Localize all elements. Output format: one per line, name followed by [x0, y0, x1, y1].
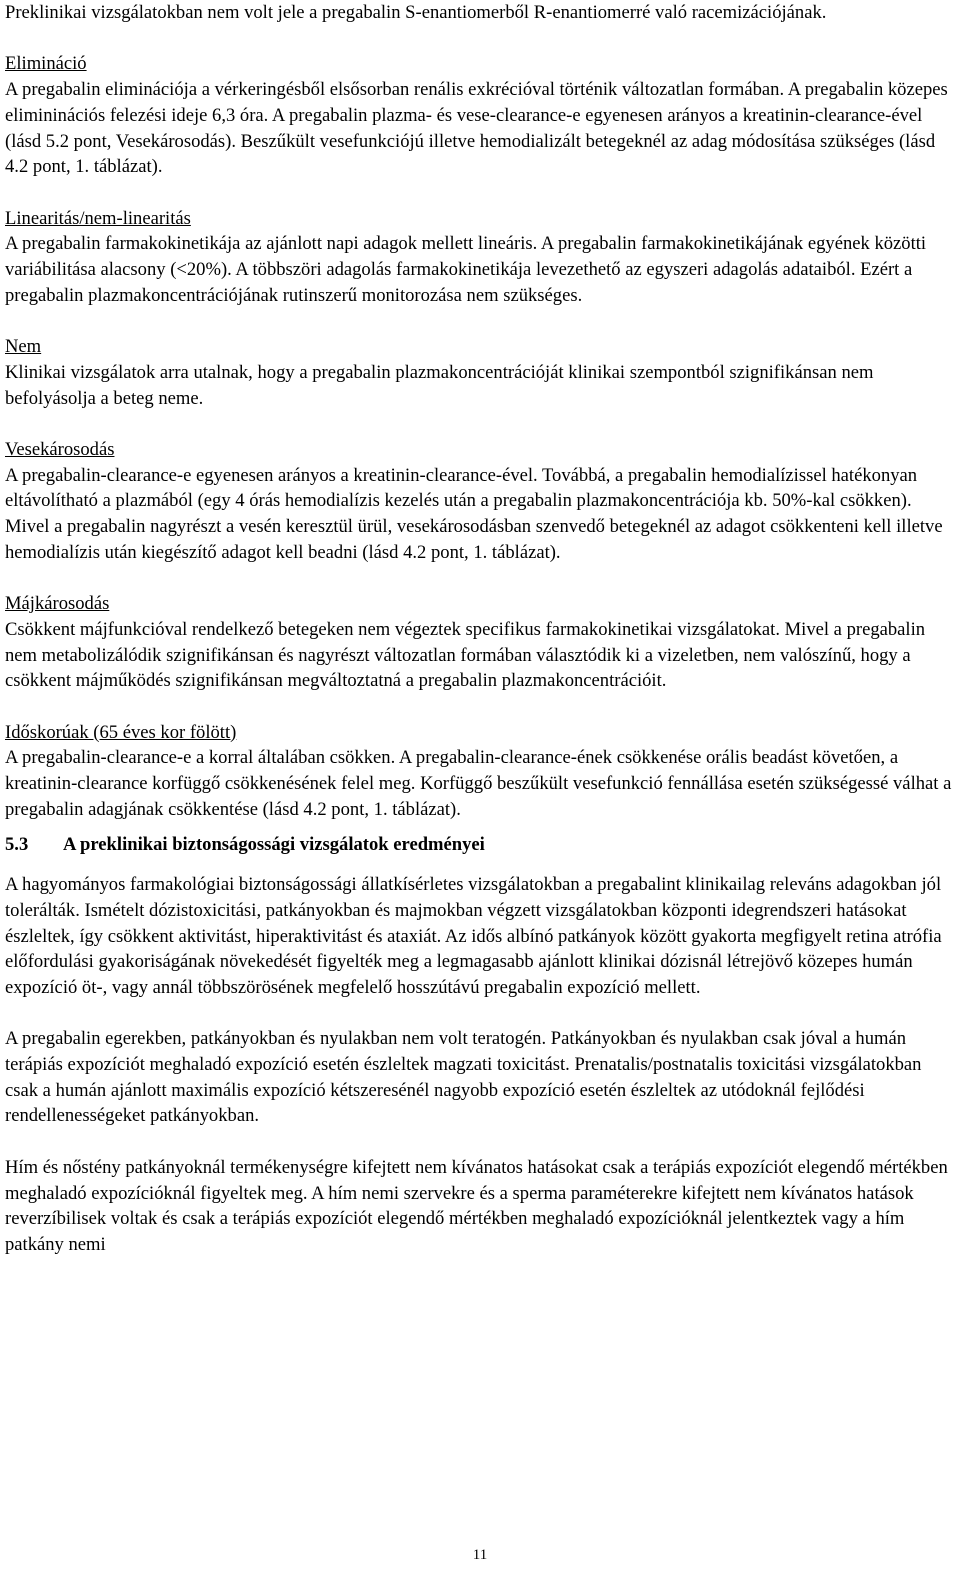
section-5-3-heading: [5, 832, 955, 858]
intro-paragraph: Preklinikai vizsgálatokban nem volt jele a pregabalin S-enantiomerből R-enantiomerré való racemizációjának.: [5, 2, 827, 23]
renal-impairment-paragraph: A pregabalin-clearance-e egyenesen arányos a kreatinin-clearance-ével. Továbbá, a pregabalin hemodialízissel hatékonyan eltávolítható a plazmából (egy 4 órás hemodialízis kezelés után a pregabalin plazmakoncentrációja kb. 50%-kal csökken). Mivel a pregabalin nagyrészt a vesén keresztül ürül, vesekárosodásban szenvedő betegeknél az adagot csökkenteni kell illetve hemodialízis után kiegészítő adagot kell beadni (lásd 4.2 pont, 1. táblázat).: [5, 464, 943, 563]
linearity-heading: Linearitás/nem-linearitás: [5, 207, 191, 229]
elderly-heading: Időskorúak (65 éves kor fölött): [5, 721, 237, 743]
preclinical-paragraph-3: Hím és nőstény patkányoknál termékenységre kifejtett nem kívánatos hatásokat csak a terápiás expozíciót elegendő mértékben meghaladó expozícióknál figyeltek meg. A hím nemi szervekre és a sperma paraméterekre kifejtett nem kívánatos hatások reverzíbilisek voltak és csak a terápiás expozíciót elegendő mértékben meghaladó expozícióknál jelentkeztek vagy a hím patkány nemi: [5, 1156, 948, 1255]
linearity-paragraph: A pregabalin farmakokinetikája az ajánlott napi adagok mellett lineáris. A pregabalin farmakokinetikájának egyének közötti variábilitása alacsony (<20%). A többszöri adagolás farmakokinetikája levezethető az egyszeri adagolás adataiból. Ezért a pregabalin plazmakoncentrációjának rutinszerű monitorozása nem szükséges.: [5, 233, 927, 306]
hepatic-impairment-paragraph: Csökkent májfunkcióval rendelkező betegeken nem végeztek specifikus farmakokinetikai vizsgálatokat. Mivel a pregabalin nem metabolizálódik szignifikánsan és nagyrészt változatlan formában választódik ki a vizeletben, nem valószínű, hogy a csökkent májműködés szignifikánsan megváltoztatná a pregabalin plazmakoncentrációit.: [5, 618, 926, 692]
preclinical-paragraph-2: A pregabalin egerekben, patkányokban és nyulakban nem volt teratogén. Patkányokban és nyulakban csak jóval a humán terápiás expozíciót meghaladó expozíció esetén észleltek magzati toxicitást. Prenatalis/postnatalis toxicitási vizsgálatokban csak a humán ajánlott maximális expozíció kétszeresénél nagyobb expozíció esetén észleltek az utódoknál fejlődési rendellenességeket patkányokban.: [5, 1028, 922, 1127]
renal-impairment-heading: Vesekárosodás: [5, 438, 115, 460]
elimination-heading: Elimináció: [5, 53, 87, 75]
section-title: A preklinikai biztonságossági vizsgálatok eredményei: [63, 834, 485, 856]
elderly-paragraph: A pregabalin-clearance-e a korral általában csökken. A pregabalin-clearance-ének csökkenése orális beadást követően, a kreatinin-clearance korfüggő csökkenésének felel meg. Korfüggő beszűkült vesefunkció fennállása esetén szükségessé válhat a pregabalin adagjának csökkentése (lásd 4.2 pont, 1. táblázat).: [5, 747, 952, 820]
page-number: 11: [472, 1547, 488, 1563]
document-page: [5, 0, 955, 1258]
hepatic-impairment-heading: Májkárosodás: [5, 593, 110, 615]
preclinical-paragraph-1: A hagyományos farmakológiai biztonságossági állatkísérletes vizsgálatokban a pregabalint klinikailag releváns adagokban jól tolerálták. Ismételt dózistoxicitási, patkányokban és majmokban végzett vizsgálatokban központi idegrendszeri hatásokat észleltek, így csökkent aktivitást, hiperaktivitást és ataxiát. Az idős albínó patkányok között gyakorta megfigyelt retina atrófia előfordulási gyakoriságának növekedését figyelték meg a legmagasabb ajánlott klinikai dózisnál létrejövő közepes humán expozíció öt-, vagy annál többszörösének megfelelő hosszútávú pregabalin expozíció mellett.: [5, 874, 942, 998]
elimination-paragraph: A pregabalin eliminációja a vérkeringésből elsősorban renális exkrécióval történik változatlan formában. A pregabalin közepes elimininációs felezési ideje 6,3 óra. A pregabalin plazma- és vese-clearance-e egyenesen arányos a kreatinin-clearance-ével (lásd 5.2 pont, Vesekárosodás). Beszűkült vesefunkciójú illetve hemodializált betegeknél az adag módosítása szükséges (lásd 4.2 pont, 1. táblázat).: [5, 79, 948, 178]
gender-paragraph: Klinikai vizsgálatok arra utalnak, hogy a pregabalin plazmakoncentrációját klinikai szempontból szignifikánsan nem befolyásolja a beteg neme.: [5, 361, 874, 409]
gender-heading: Nem: [5, 336, 42, 358]
section-number: 5.3: [5, 834, 29, 856]
